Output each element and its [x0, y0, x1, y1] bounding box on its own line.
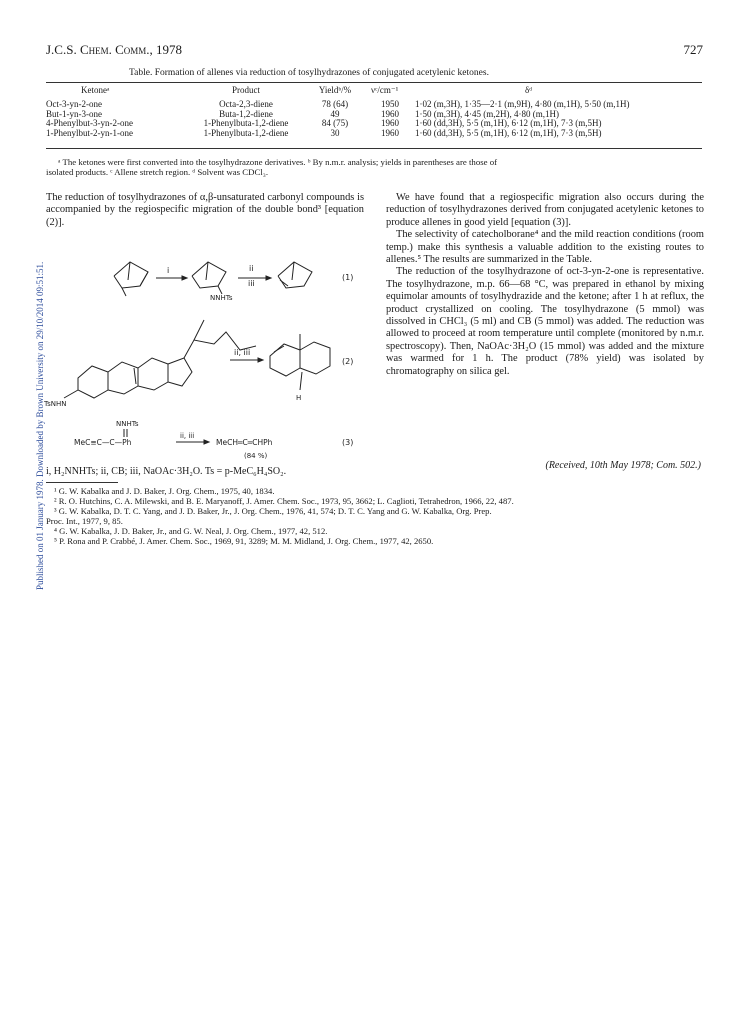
cell-product: 1-Phenylbuta-1,2-diene: [203, 118, 289, 128]
download-watermark: Published on 01 January 1978. Downloaded by Brown University on 29/10/2014 09:51:51.: [35, 261, 45, 590]
reagent-label-ii: ii: [249, 264, 254, 273]
table-header-row: [46, 85, 702, 97]
tosylhydrazone-structure: [192, 262, 226, 294]
steroid-tosylhydrazone-structure: [64, 320, 256, 398]
table-row: [46, 99, 702, 109]
paragraph: We have found that a regiospecific migration also occurs during the reduction of tosylhydrazones derived from conjugated acetylenic ketones to produce allenes in good yield [equation (3)].: [386, 192, 704, 228]
table-footnote-line: isolated products. ᶜ Allene stretch region. ᵈ Solvent was CDCl₃.: [46, 167, 269, 177]
cell-yield: 84 (75): [321, 118, 349, 128]
table-footnote-line: ᵃ The ketones were first converted into the tosylhydrazone derivatives. ᵇ By n.m.r. analysis; yields in parentheses are those of: [58, 157, 498, 167]
reference-item: ⁴ G. W. Kabalka, J. D. Baker, Jr., and G. W. Neal, J. Org. Chem., 1977, 42, 512.: [54, 526, 328, 536]
reference-item: ¹ G. W. Kabalka and J. D. Baker, J. Org. Chem., 1975, 40, 1834.: [54, 486, 275, 496]
header-yield: Yieldᵇ/%: [318, 85, 352, 95]
header-product: Product: [232, 85, 260, 95]
table-row: [46, 109, 702, 119]
table-bottom-rule: [46, 148, 702, 149]
cell-ketone: 4-Phenylbut-3-yn-2-one: [46, 118, 133, 128]
reaction-scheme: [44, 240, 374, 460]
paragraph: The selectivity of catecholborane⁴ and the mild reaction conditions (room temp.) make this synthesis a valuable addition to the existing routes to allenes.⁵ The results are summarized in the Table.: [386, 229, 704, 266]
paragraph: The reduction of the tosylhydrazone of oct-3-yn-2-one is representative. The tosylhydrazone, m.p. 66—68 °C, was prepared in ethanol by mixing equimolar amounts of tosylhydrazide and the ketone; after 1 h at reflux, the product crystallized on cooling. The tosylhydrazone (5 mmol) was dissolved in CHCl₃ (5 ml) and CB (5 mmol) was added. The reduction was allowed to proceed at room temperature until complete (monitored by n.m.r. spectroscopy). Then, NaOAc·3H₂O (15 mmol) was added and the mixture was warmed for 1 h. The product (78% yield) was isolated by chromatography on silica gel.: [386, 266, 704, 377]
cell-nu: 1960: [381, 108, 399, 119]
table-top-rule: [46, 82, 702, 83]
table-row: [46, 128, 702, 138]
cell-ketone: 1-Phenylbut-2-yn-1-one: [46, 127, 133, 138]
reagent-key: i, H₂NNHTs; ii, CB; iii, NaOAc·3H₂O. Ts = p-MeC₆H₄SO₂.: [46, 466, 287, 477]
nnhts-label-eq1: NNHTs: [210, 294, 233, 302]
equation-number-3: (3): [342, 438, 354, 447]
cell-nu: 1950: [381, 99, 399, 109]
left-column-text: The reduction of tosylhydrazones of α,β-unsaturated carbonyl compounds is accompanied by the regiospecific migration of the double bond³ [equation (2)].: [46, 192, 364, 228]
references: [46, 486, 706, 546]
hydrogen-label: H: [296, 394, 302, 402]
cell-yield: 49: [330, 108, 340, 119]
reference-item: ⁵ P. Rona and P. Crabbé, J. Amer. Chem. Soc., 1969, 91, 3289; M. M. Midland, J. Org. Chem., 1977, 42, 2650.: [54, 536, 434, 546]
table-title: Table. Formation of allenes via reduction of tosylhydrazones of conjugated acetylenic ketones.: [129, 68, 489, 78]
cell-product: Octa-2,3-diene: [219, 99, 273, 109]
cell-nu: 1960: [381, 127, 399, 138]
cell-delta: 1·50 (m,3H), 4·45 (m,2H), 4·80 (m,1H): [415, 108, 559, 119]
equation-number-1: (1): [342, 273, 354, 282]
eq3-reactant: MeC≡C—C—Ph: [74, 438, 132, 447]
cell-product: Buta-1,2-diene: [219, 108, 273, 119]
data-table: [46, 85, 702, 137]
table-footnotes: [46, 157, 706, 177]
received-date: (Received, 10th May 1978; Com. 502.): [545, 460, 701, 471]
header-nu: νᶜ/cm⁻¹: [371, 85, 399, 95]
cell-nu: 1960: [381, 118, 399, 128]
reagent-label-iii: iii: [248, 279, 255, 288]
cell-product: 1-Phenylbuta-1,2-diene: [203, 127, 289, 138]
eq3-product: MeCH═C═CHPh: [216, 438, 273, 447]
cell-delta: 1·02 (m,3H), 1·35—2·1 (m,9H), 4·80 (m,1H), 5·50 (m,1H): [415, 99, 630, 109]
header-ketone: Ketoneᵃ: [81, 85, 110, 95]
page-number: 727: [683, 42, 703, 57]
reagent-label-eq3: ii, iii: [180, 432, 195, 440]
reference-item: ³ G. W. Kabalka, D. T. C. Yang, and J. D. Baker, Jr., J. Org. Chem., 1976, 41, 574; D. T. C. Yang and G. W. Kabalka, Org. Prep.: [54, 506, 492, 516]
cell-yield: 78 (64): [321, 99, 349, 109]
cell-ketone: But-1-yn-3-one: [46, 108, 102, 119]
reagent-label-eq2: ii, iii: [234, 348, 251, 357]
references-rule: [46, 482, 118, 483]
header-delta: δᵈ: [525, 85, 533, 95]
cell-yield: 30: [330, 127, 340, 138]
tsnhn-label: TsNHN: [44, 400, 67, 408]
reagent-label-i: i: [167, 266, 170, 275]
equation-number-2: (2): [342, 357, 354, 366]
eq3-yield: (84 %): [244, 452, 268, 460]
bicyclic-ketone-structure: [114, 262, 148, 296]
cell-delta: 1·60 (dd,3H), 5·5 (m,1H), 6·12 (m,1H), 7·3 (m,5H): [415, 127, 602, 138]
cell-delta: 1·60 (dd,3H), 5·5 (m,1H), 6·12 (m,1H), 7·3 (m,5H): [415, 118, 602, 128]
nnhts-label-eq3: NNHTs: [116, 420, 139, 428]
decalin-diene-structure: [270, 334, 330, 390]
reference-item: Proc. Int., 1977, 9, 85.: [46, 516, 123, 526]
table-row: [46, 118, 702, 128]
right-column-text: [386, 192, 704, 378]
cell-ketone: Oct-3-yn-2-one: [46, 99, 102, 109]
reference-item: ² R. O. Hutchins, C. A. Milewski, and B. E. Maryanoff, J. Amer. Chem. Soc., 1973, 95, 3662; L. Caglioti, Tetrahedron, 1966, 22, 487.: [54, 496, 514, 506]
running-header: J.C.S. Chem. Comm., 1978: [46, 42, 183, 57]
bicyclic-alkene-structure: [278, 262, 312, 288]
